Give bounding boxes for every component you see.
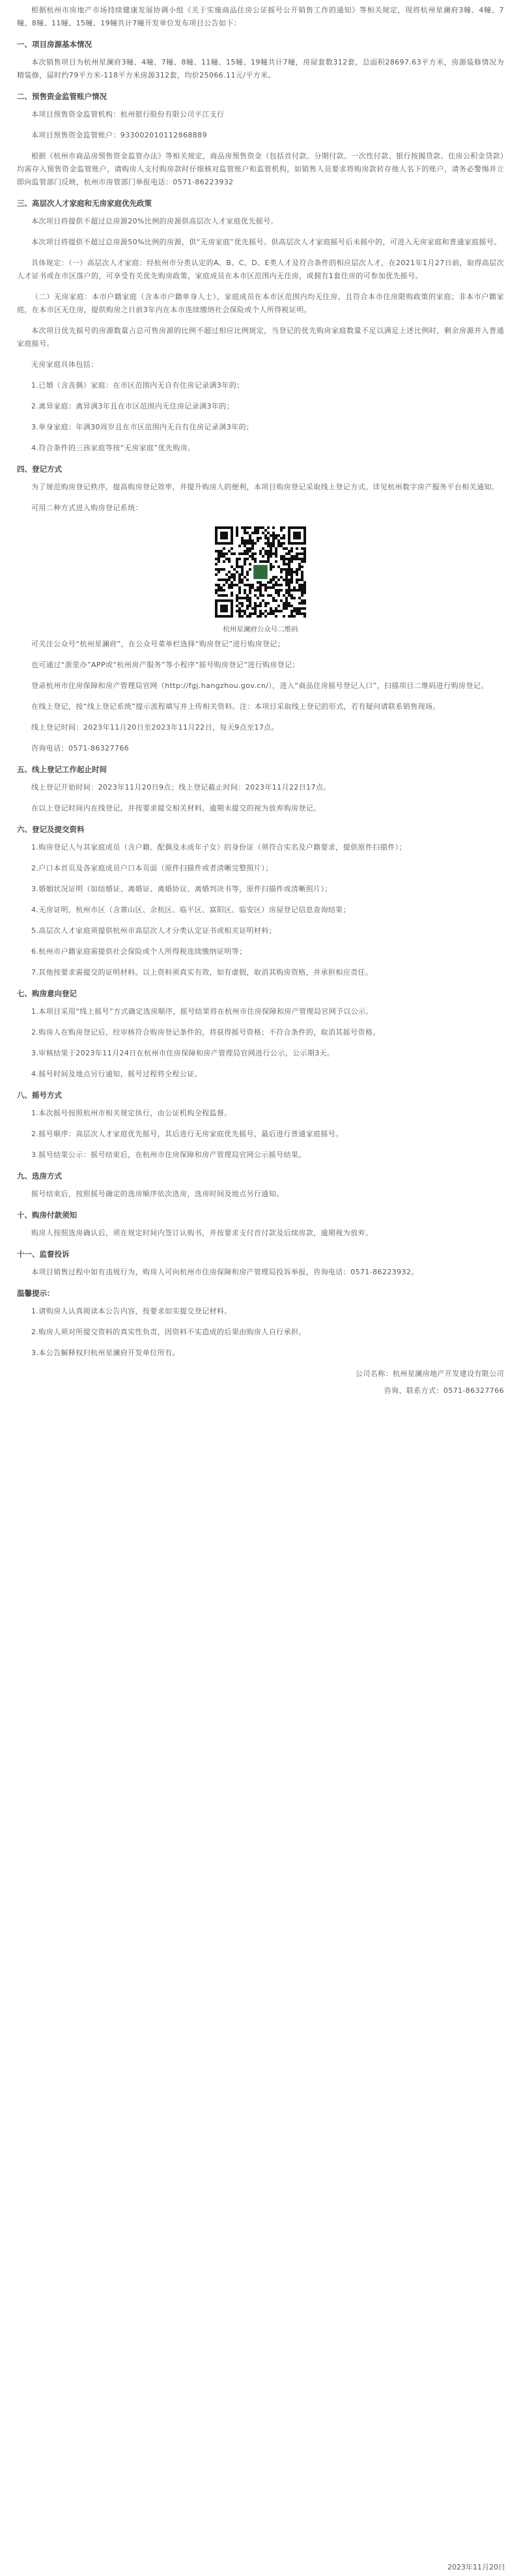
section-paragraph: 3.婚姻状况证明（如结婚证、离婚证、离婚协议、离婚判决书等，原件扫描件或清晰照片）；	[31, 885, 332, 893]
section-paragraph: 4.符合条件的三孩家庭等按“无房家庭”优先购房。	[31, 444, 195, 452]
section-paragraph: 摇号结束后，按照摇号确定的选房顺序依次选房，选房时间及地点另行通知。	[31, 1190, 284, 1198]
section-paragraph: 可用二种方式进入购房登记系统：	[31, 504, 143, 512]
section-paragraph: （二）无房家庭：本市户籍家庭（含本市户籍单身人士），家庭成员在本市区范围内均无住房，且符合本市住房限购政策的家庭；非本市户籍家庭，在本市区无住房，提供购房之日前3年内在本市连续缴纳社会保险或个人所得税证明。	[17, 293, 504, 314]
section-heading: 八、摇号方式	[17, 1091, 62, 1100]
section-paragraph: 可关注公众号“杭州星澜府”，在公众号菜单栏选择“购房登记”进行购房登记；	[31, 640, 285, 648]
section-paragraph: 也可通过“浙里办”APP或“杭州房产服务”等小程序“摇号购房登记”进行购房登记；	[31, 661, 300, 669]
section-paragraph: 本次项目将提供不超过总房源50%比例的房源，供“无房家庭”优先摇号。供高层次人才家庭摇号后未摇中的，可进入无房家庭和普通家庭摇号。	[31, 238, 501, 246]
section-heading: 六、登记及提交资料	[17, 825, 85, 834]
section-paragraph: 3.单身家庭：年满30周岁且在市区范围内无自有住房记录满3年的；	[31, 423, 254, 431]
section-paragraph: 购房人按照选房确认后，须在规定时间内签订认购书，并按要求支付首付款及后续房款，逾期视为放弃。	[31, 1229, 373, 1237]
document-footer-date: 2023年11月20日	[447, 2563, 505, 2571]
section-paragraph: 咨询电话：0571-86327766	[31, 744, 130, 752]
section-paragraph: 本次销售项目为杭州星澜府3幢、4幢、7幢、8幢、11幢、15幢、19幢共计7幢，房屋套数312套，总面积28697.63平方米，房源装修情况为精装修，届时约79平方米-118平方米房源312套，均价25066.11元/平方米。	[17, 58, 504, 79]
section-paragraph: 根据《杭州市商品房预售资金监管办法》等相关规定，商品房预售资金（包括首付款、分期付款、一次性付款、银行按揭贷款、住房公积金贷款）均需存入预售资金监管账户，请购房人支付购房款时仔细核对监管账户和监管机构，如销售人员要求将购房款转存他人名下的账户，请务必警惕并立即向监管部门反映，杭州市房管部门举报电话：0571-86223932	[17, 152, 504, 186]
section-paragraph: 4.摇号时间及地点另行通知，摇号过程将全程公证。	[31, 1070, 203, 1078]
section-heading: 温馨提示：	[17, 1289, 55, 1298]
section-paragraph: 本项目预售资金监管账户：933002010112868889	[31, 131, 207, 139]
section-heading: 九、选房方式	[17, 1171, 62, 1181]
section-paragraph: 1.请购房人认真阅读本公告内容，按要求如实提交登记材料。	[31, 1307, 232, 1315]
section-paragraph: 5.高层次人才家庭须提供杭州市高层次人才分类认定证书或相关证明材料；	[31, 926, 277, 935]
section-paragraph: 线上登记开始时间：2023年11月20日9点；线上登记截止时间：2023年11月22日17点。	[31, 783, 331, 792]
contact-signoff: 咨询、联系方式：0571-86327766	[384, 1386, 504, 1395]
section-paragraph: 在线上登记，按“线上登记系统”提示流程填写并上传相关资料。注：本项目采取线上登记的形式，若有疑问请联系销售现场。	[31, 702, 440, 711]
section-heading: 二、预售资金监管账户情况	[17, 92, 107, 101]
section-paragraph: 3.本公告解释权归杭州星澜府开发单位所有。	[31, 1349, 180, 1357]
section-heading: 十一、监督投诉	[17, 1250, 70, 1259]
section-paragraph: 1.已婚（含丧偶）家庭：在市区范围内无自有住房记录满3年的；	[31, 381, 244, 390]
section-paragraph: 2.户口本首页及各家庭成员户口本页面（原件扫描件或者清晰完整照片）；	[31, 864, 273, 872]
qr-caption: 杭州星澜府公众号二维码	[223, 625, 298, 633]
section-paragraph: 1.本次摇号按照杭州市相关规定执行，由公证机构全程监督。	[31, 1109, 232, 1117]
qr-code-graphic	[212, 524, 309, 620]
company-signoff: 公司名称：杭州星澜房地产开发建设有限公司	[356, 1369, 504, 1378]
section-paragraph: 本次项目将提供不超过总房源20%比例的房源供高层次人才家庭优先摇号。	[31, 217, 279, 225]
qr-code-icon	[212, 524, 309, 620]
section-paragraph: 为了规范购房登记秩序，提高购房登记效率，并提升购房人的便利，本项目购房登记采取线上登记方式。详见杭州数字房产服务平台相关通知。	[31, 483, 500, 491]
section-paragraph: 本次项目优先摇号的房源数量占总可售房源的比例不超过相应比例规定，当登记的优先购房家庭数量不足以满足上述比例时，剩余房源并入普通家庭摇号。	[17, 326, 504, 348]
qr-logo-icon	[253, 564, 268, 580]
section-heading: 四、登记方式	[17, 465, 62, 474]
section-paragraph: 本项目预售资金监管机构：杭州银行股份有限公司平江支行	[31, 110, 225, 119]
section-paragraph: 3.摇号结果公示：摇号结束后，在杭州市住房保障和房产管理局官网公示摇号结果。	[31, 1151, 306, 1159]
section-paragraph: 无房家庭具体包括：	[31, 360, 98, 369]
section-paragraph: 线上登记时间：2023年11月20日至2023年11月22日，每天9点至17点。	[31, 723, 279, 732]
section-paragraph: 2.离异家庭：离异满3年且在市区范围内无住房记录满3年的；	[31, 402, 234, 410]
section-heading: 三、高层次人才家庭和无房家庭优先政策	[17, 199, 152, 208]
section-heading: 十、购房付款须知	[17, 1210, 77, 1220]
section-paragraph: 1.购房登记人与其家庭成员（含户籍、配偶及未成年子女）的身份证（须符合实名及户籍要求，提供原件扫描件）；	[31, 843, 406, 852]
announcement-document	[17, 4, 504, 1401]
section-paragraph: 3.审核结果于2023年11月24日在杭州市住房保障和房产管理局官网进行公示，公示期3天。	[31, 1049, 335, 1057]
section-paragraph: 2.摇号顺序：高层次人才家庭优先摇号，其后进行无房家庭优先摇号，最后进行普通家庭摇号。	[31, 1130, 343, 1138]
section-paragraph: 1.本项目采用“线上摇号”方式确定选房顺序，摇号结果将在杭州市住房保障和房产管理局官网予以公示。	[31, 1007, 374, 1016]
section-paragraph: 4.无房证明，杭州市区（含萧山区、余杭区、临平区、富阳区、临安区）房屋登记信息查询结果；	[31, 906, 351, 914]
section-paragraph: 在以上登记时间内在线登记，并按要求提交相关材料，逾期未提交的视为放弃购房登记。	[31, 804, 321, 812]
section-heading: 五、线上登记工作起止时间	[17, 765, 107, 774]
section-heading: 一、项目房源基本情况	[17, 40, 92, 49]
section-paragraph: 本项目销售过程中如有违规行为，购房人可向杭州市住房保障和房产管理局投诉举报，咨询电话：0571-86223932。	[31, 1268, 419, 1276]
intro-paragraph: 根据杭州市房地产市场持续健康发展协调小组《关于实施商品住房公证摇号公开销售工作的通知》等相关规定，现将杭州星澜府3幢、4幢、7幢、8幢、11幢、15幢、19幢共计7幢开发单位发布项目公告如下：	[17, 6, 504, 27]
section-paragraph: 2.购房人须对所提交资料的真实性负责，因资料不实造成的后果由购房人自行承担。	[31, 1328, 306, 1336]
section-heading: 七、购房意向登记	[17, 989, 77, 998]
section-paragraph: 具体规定：（一）高层次人才家庭：经杭州市分类认定的A、B、C、D、E类人才及符合条件的相应层次人才，在2021年1月27日前，取得高层次人才证书或在市区落户的，可享受有关优先购房政策，家庭成员在本市区范围内无住房，或拥有1套住房的可参加优先摇号。	[17, 259, 504, 280]
qr-code-block	[205, 524, 316, 634]
section-paragraph: 6.杭州市户籍家庭需提供社会保险或个人所得税连续缴纳证明等；	[31, 947, 247, 956]
official-site-paragraph: 登录杭州市住房保障和房产管理局官网（http://fgj.hangzhou.gov.cn/），进入“商品住房摇号登记入口”，扫描项目二维码进行购房登记。	[31, 681, 488, 690]
section-paragraph: 7.其他按要求需提交的证明材料。以上资料须真实有效，如有虚假，取消其购房资格，并承担相应责任。	[31, 968, 373, 977]
section-paragraph: 2.购房人在购房登记后，经审核符合购房登记条件的，将获得摇号资格；不符合条件的，取消其摇号资格。	[31, 1028, 380, 1037]
